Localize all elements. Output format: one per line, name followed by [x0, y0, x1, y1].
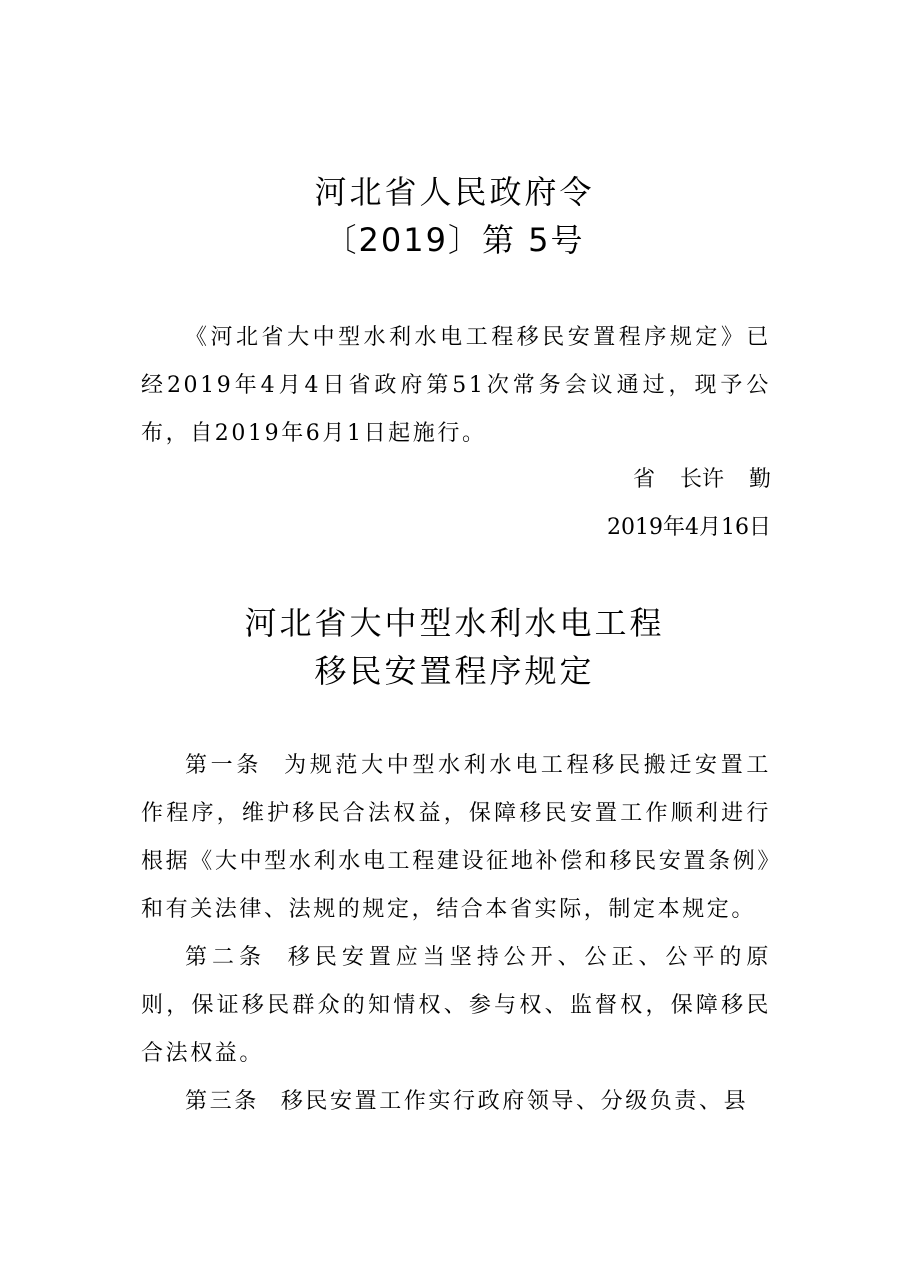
promulgation-paragraph: 《河北省大中型水利水电工程移民安置程序规定》已经2019年4月4日省政府第51次常务会议通过，现予公布，自2019年6月1日起施行。: [141, 325, 771, 446]
signature-date: 2019年4月16日: [607, 515, 771, 540]
order-title: 河北省人民政府令: [314, 173, 595, 211]
article-number: 第二条: [185, 945, 266, 970]
article-1: [141, 742, 771, 934]
regulation-title-line-1: 河北省大中型水利水电工程: [244, 604, 665, 642]
article-number: 第一条: [185, 753, 263, 778]
article-2: [141, 934, 771, 1078]
article-number: 第三条: [185, 1089, 259, 1114]
article-text: 移民安置应当坚持公开、公正、公平的原则，保证移民群众的知情权、参与权、监督权，保障移民合法权益。: [141, 945, 771, 1066]
order-number: 〔2019〕第 5号: [324, 221, 585, 259]
regulation-title-line-2: 移民安置程序规定: [314, 652, 595, 690]
articles-section: [141, 742, 771, 1126]
article-text: 为规范大中型水利水电工程移民搬迁安置工作程序，维护移民合法权益，保障移民安置工作顺利进行根据《大中型水利水电工程建设征地补偿和移民安置条例》和有关法律、法规的规定，结合本省实际，制定本规定。: [141, 753, 771, 922]
promulgation-text: [141, 314, 771, 458]
article-text: 移民安置工作实行政府领导、分级负责、县: [280, 1089, 749, 1114]
article-3: [141, 1078, 771, 1126]
signatory: 省 长许 勤: [633, 467, 771, 492]
